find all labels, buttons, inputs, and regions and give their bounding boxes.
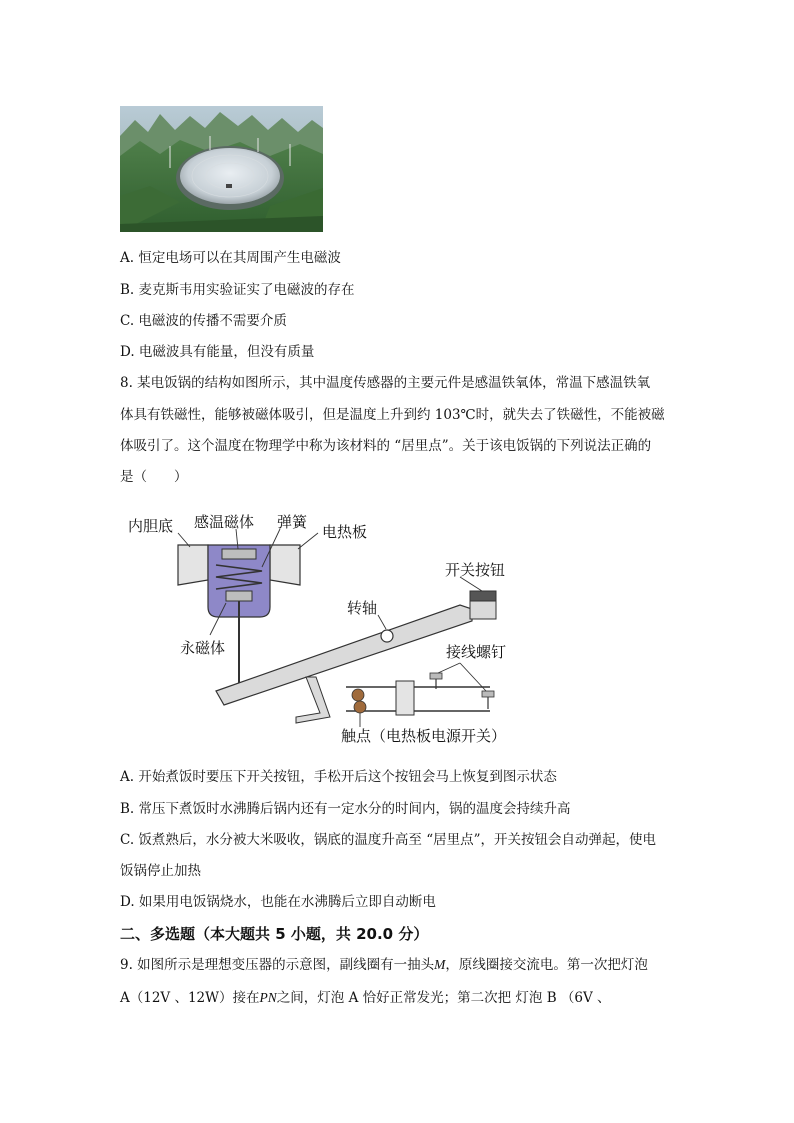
q8-option-b: B. 常压下煮饭时水沸腾后锅内还有一定水分的时间内，锅的温度会持续升高 [120,801,571,817]
label-inner-bottom: 内胆底 [128,517,174,535]
label-permanent-magnet: 永磁体 [180,639,226,657]
permanent-magnet [226,591,252,601]
q9-line-1 [120,955,648,975]
rice-cooker-diagram [120,505,540,755]
q9-line-2 [120,988,611,1008]
q9-symbol-pn: PN [259,990,277,1005]
q9-line-1-part-a: 9. 如图所示是理想变压器的示意图，副线圈有一抽头 [120,957,435,973]
contact-block [396,681,414,715]
inner-bottom-right [270,545,300,585]
label-contact: 触点（电热板电源开关） [341,727,507,745]
telescope-illustration [120,106,323,232]
label-screw: 接线螺钉 [446,643,507,661]
q9-line-2-part-a: A（12V 、12W）接在 [120,990,260,1006]
screw-2 [482,691,494,709]
label-heating-plate: 电热板 [322,523,368,541]
lever [216,605,472,705]
q8-option-c-cont: 饭锅停止加热 [120,863,201,879]
label-pivot: 转轴 [347,599,378,617]
q8-stem-line-4: 是（ ） [120,469,188,485]
q7-option-a: A. 恒定电场可以在其周围产生电磁波 [120,250,341,266]
label-switch-button: 开关按钮 [445,561,506,579]
q8-option-a: A. 开始煮饭时要压下开关按钮，手松开后这个按钮会马上恢复到图示状态 [120,769,557,785]
section-2-heading: 二、多选题（本大题共 5 小题，共 20.0 分） [120,925,429,943]
q8-option-c: C. 饭煮熟后，水分被大米吸收，锅底的温度升高至 “居里点”，开关按钮会自动弹起，使电 [120,832,657,848]
pivot [381,630,393,642]
contact-lower [354,701,366,713]
switch-button [470,591,496,601]
contact-upper [352,689,364,701]
inner-bottom-left [178,545,208,585]
label-spring: 弹簧 [277,513,308,531]
q8-stem-line-2: 体具有铁磁性，能够被磁体吸引，但是温度上升到约 103℃时，就失去了铁磁性，不能被磁 [120,407,665,423]
thermo-magnet [222,549,256,559]
q8-stem-line-3: 体吸引了。这个温度在物理学中称为该材料的 “居里点”。关于该电饭锅的下列说法正确的 [120,438,652,454]
telescope-photo [120,106,323,232]
q9-line-2-part-b: 之间，灯泡 A 恰好正常发光；第二次把 灯泡 B （6V 、 [276,990,611,1006]
q7-option-b: B. 麦克斯韦用实验证实了电磁波的存在 [120,282,355,298]
q7-option-c: C. 电磁波的传播不需要介质 [120,313,287,329]
rice-cooker-svg [120,505,540,755]
lever-leg [296,677,330,723]
label-thermo-magnet: 感温磁体 [194,513,255,531]
q7-option-d: D. 电磁波具有能量，但没有质量 [120,344,315,360]
q9-symbol-m: M [434,957,446,972]
q8-option-d: D. 如果用电饭锅烧水，也能在水沸腾后立即自动断电 [120,894,436,910]
q9-line-1-part-b: ，原线圈接交流电。第一次把灯泡 [445,957,648,973]
q8-stem-line-1: 8. 某电饭锅的结构如图所示，其中温度传感器的主要元件是感温铁氧体，常温下感温铁氧 [120,375,651,391]
